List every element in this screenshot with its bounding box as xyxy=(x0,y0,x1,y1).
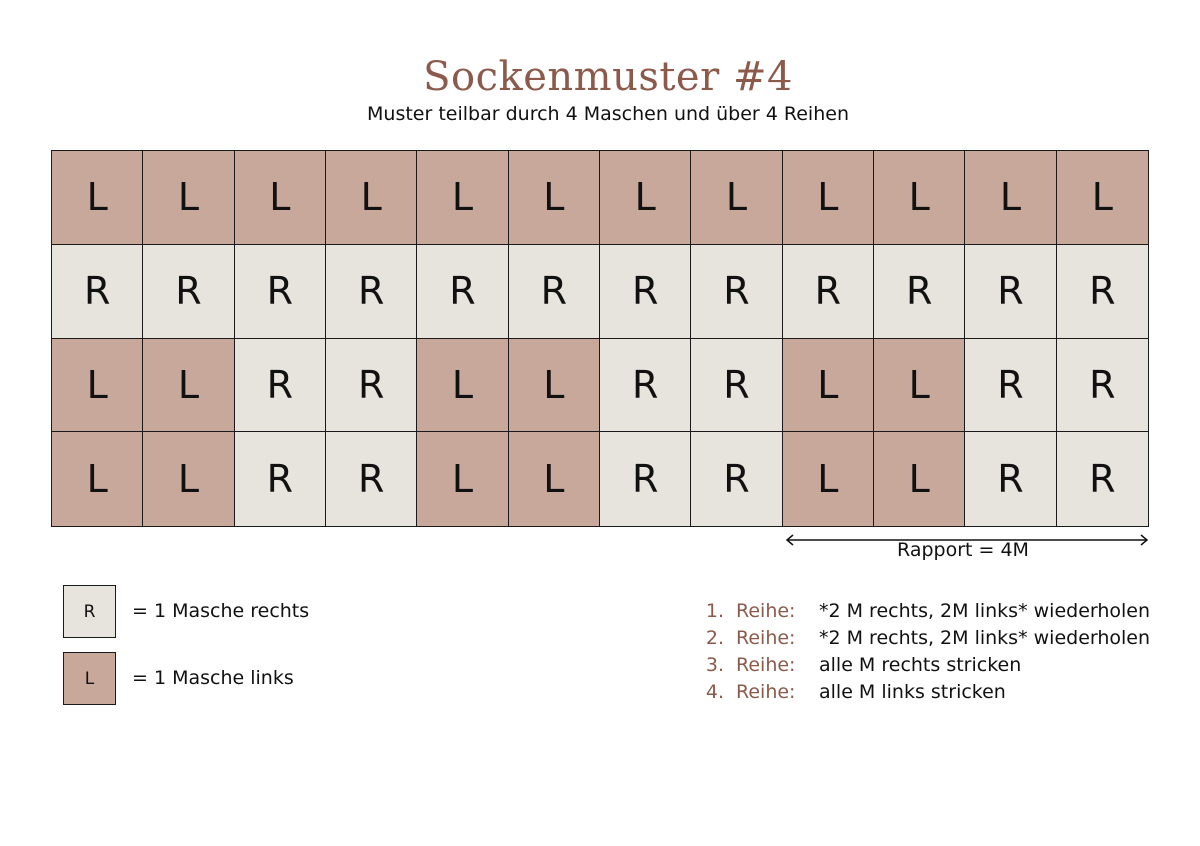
stitch-cell: R xyxy=(509,245,600,339)
stitch-cell: L xyxy=(509,432,600,526)
stitch-cell: L xyxy=(783,339,874,433)
stitch-cell: L xyxy=(235,151,326,245)
stitch-cell: L xyxy=(52,339,143,433)
stitch-cell: R xyxy=(326,245,417,339)
instruction-label: Reihe: xyxy=(736,600,796,622)
instruction-row xyxy=(700,681,1160,708)
row-instructions xyxy=(700,600,1160,708)
stitch-cell: L xyxy=(143,339,234,433)
stitch-cell: R xyxy=(600,339,691,433)
instruction-label: Reihe: xyxy=(736,681,796,703)
instruction-number: 1. xyxy=(705,600,724,622)
stitch-cell: R xyxy=(965,432,1056,526)
stitch-cell: R xyxy=(691,245,782,339)
stitch-cell: L xyxy=(417,432,508,526)
stitch-cell: R xyxy=(1057,339,1148,433)
stitch-cell: R xyxy=(783,245,874,339)
page-title: Sockenmuster #4 xyxy=(423,54,793,100)
instruction-label: Reihe: xyxy=(736,627,796,649)
stitch-cell: L xyxy=(417,151,508,245)
stitch-cell: L xyxy=(783,432,874,526)
stitch-cell: L xyxy=(52,151,143,245)
stitch-cell: L xyxy=(1057,151,1148,245)
instruction-text: *2 M rechts, 2M links* wiederholen xyxy=(819,627,1151,649)
legend-text-links: = 1 Masche links xyxy=(132,667,294,689)
rapport-label: Rapport = 4M xyxy=(897,539,1029,561)
legend-swatch-links: L xyxy=(63,652,116,705)
instruction-number: 3. xyxy=(705,654,724,676)
instruction-row xyxy=(700,600,1160,627)
stitch-cell: R xyxy=(1057,245,1148,339)
stitch-cell: R xyxy=(52,245,143,339)
stitch-cell: L xyxy=(143,432,234,526)
page-subtitle: Muster teilbar durch 4 Maschen und über 4 Reihen xyxy=(367,103,849,125)
stitch-cell: R xyxy=(143,245,234,339)
stitch-cell: R xyxy=(691,339,782,433)
stitch-cell: R xyxy=(965,245,1056,339)
stitch-chart-grid xyxy=(51,150,1149,527)
stitch-cell: L xyxy=(874,432,965,526)
stitch-cell: R xyxy=(600,245,691,339)
stitch-cell: L xyxy=(600,151,691,245)
instruction-text: *2 M rechts, 2M links* wiederholen xyxy=(819,600,1151,622)
stitch-cell: L xyxy=(874,339,965,433)
stitch-cell: R xyxy=(235,339,326,433)
stitch-cell: L xyxy=(965,151,1056,245)
stitch-cell: R xyxy=(235,432,326,526)
stitch-cell: L xyxy=(417,339,508,433)
stitch-cell: R xyxy=(1057,432,1148,526)
stitch-cell: R xyxy=(417,245,508,339)
instruction-text: alle M links stricken xyxy=(819,681,1006,703)
stitch-cell: R xyxy=(600,432,691,526)
stitch-cell: L xyxy=(143,151,234,245)
legend-text-rechts: = 1 Masche rechts xyxy=(132,600,310,622)
stitch-cell: L xyxy=(783,151,874,245)
stitch-cell: R xyxy=(326,339,417,433)
stitch-cell: L xyxy=(691,151,782,245)
stitch-cell: L xyxy=(326,151,417,245)
stitch-cell: R xyxy=(235,245,326,339)
instruction-number: 2. xyxy=(705,627,724,649)
stitch-cell: R xyxy=(965,339,1056,433)
stitch-cell: L xyxy=(52,432,143,526)
instruction-row xyxy=(700,627,1160,654)
stitch-cell: L xyxy=(509,339,600,433)
stitch-cell: L xyxy=(874,151,965,245)
stitch-cell: R xyxy=(326,432,417,526)
stitch-cell: R xyxy=(874,245,965,339)
legend-swatch-rechts: R xyxy=(63,585,116,638)
instruction-row xyxy=(700,654,1160,681)
instruction-text: alle M rechts stricken xyxy=(819,654,1022,676)
stitch-cell: L xyxy=(509,151,600,245)
instruction-number: 4. xyxy=(705,681,724,703)
instruction-label: Reihe: xyxy=(736,654,796,676)
stitch-cell: R xyxy=(691,432,782,526)
